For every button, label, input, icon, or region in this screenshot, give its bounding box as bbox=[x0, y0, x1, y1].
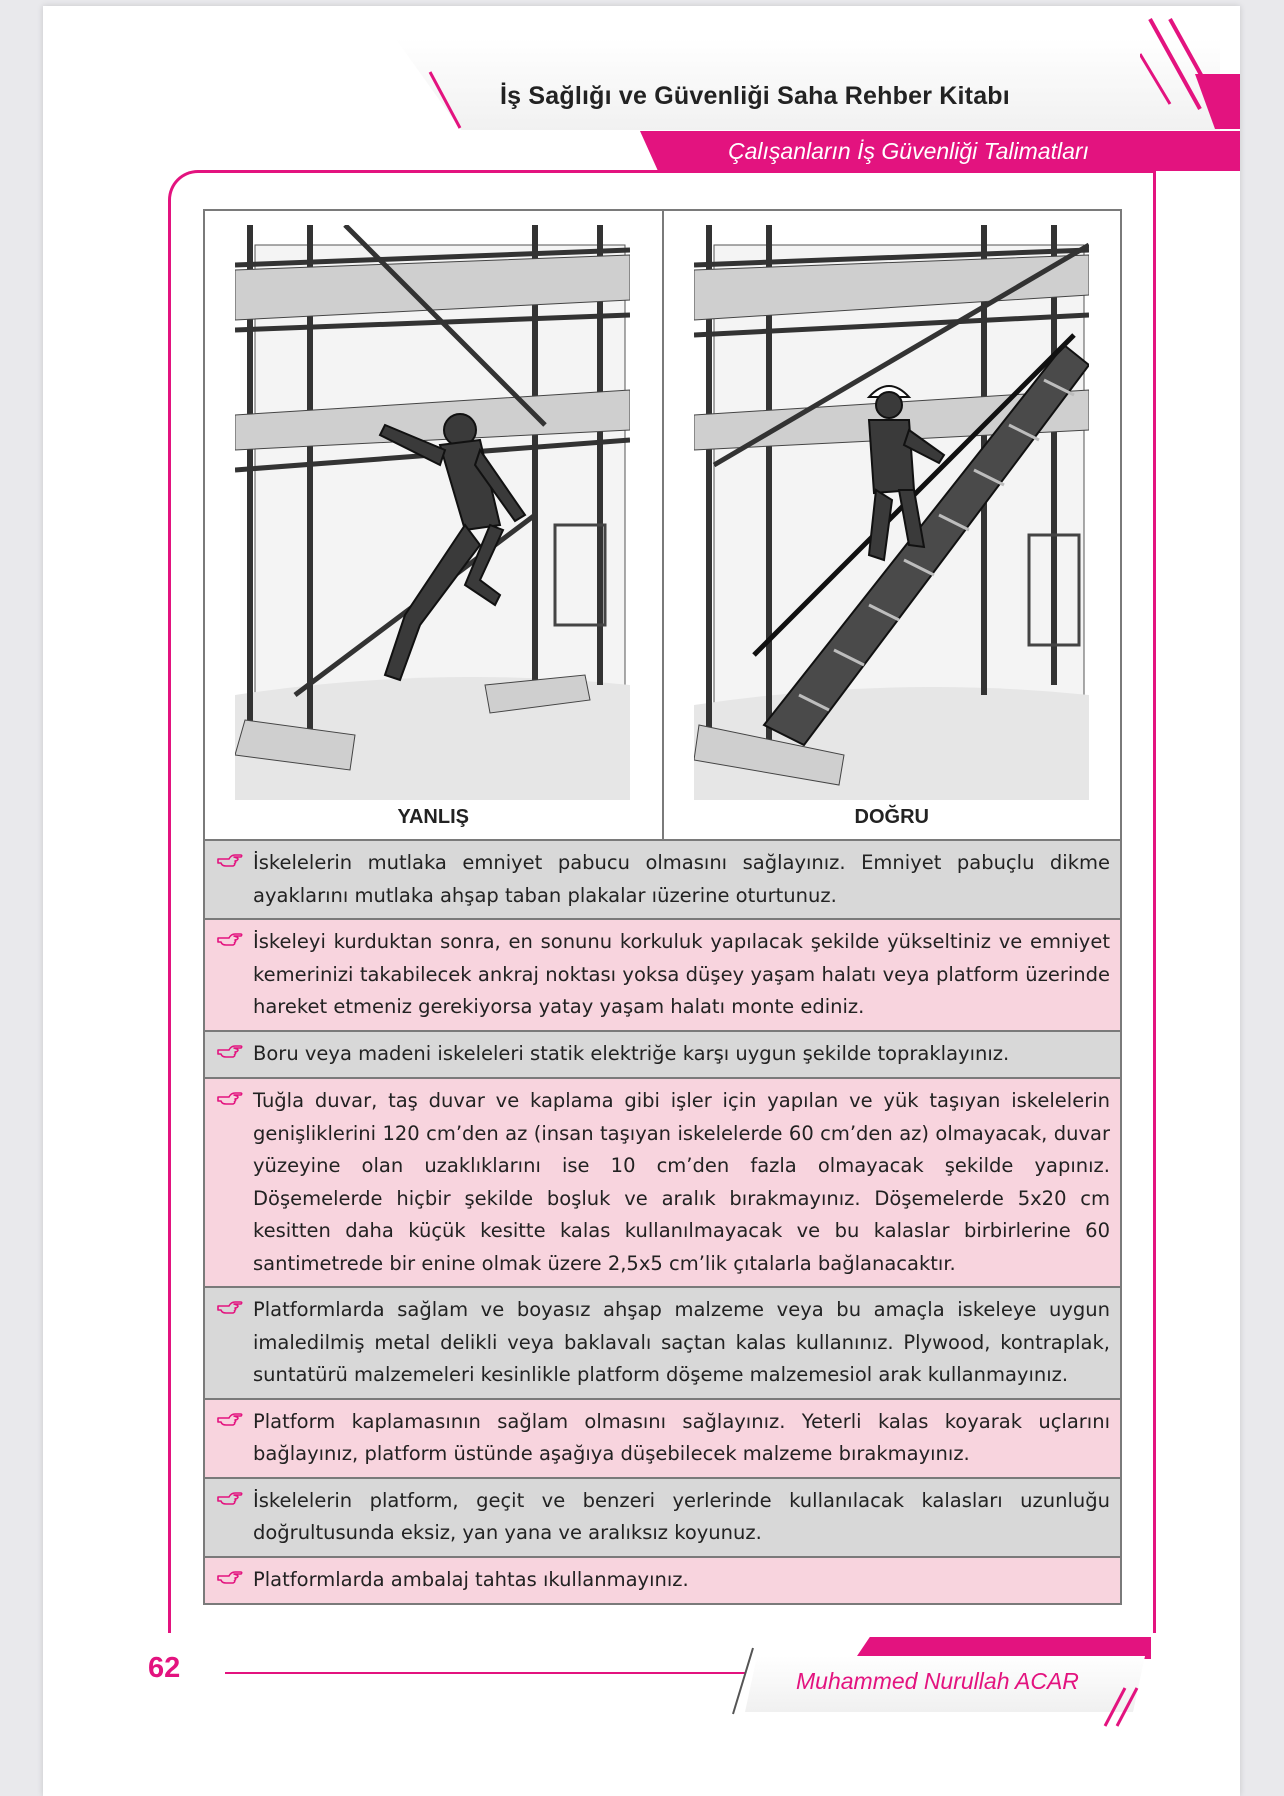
instruction-item bbox=[205, 1030, 1120, 1078]
instruction-list bbox=[205, 841, 1120, 1603]
instruction-text: Boru veya madeni iskeleleri statik elektriğe karşı uygun şekilde topraklayınız. bbox=[253, 1041, 1010, 1065]
author-name: Muhammed Nurullah ACAR bbox=[796, 1668, 1079, 1694]
wrong-scaffold-climbing-illustration bbox=[235, 225, 630, 800]
header-accent-line-icon bbox=[428, 70, 468, 130]
content-table bbox=[203, 209, 1122, 1605]
instruction-item bbox=[205, 841, 1120, 918]
page-number: 62 bbox=[148, 1652, 181, 1684]
instruction-item bbox=[205, 918, 1120, 1030]
pointing-hand-icon bbox=[217, 847, 253, 881]
instruction-item bbox=[205, 1286, 1120, 1398]
right-scaffold-stairs-illustration bbox=[694, 225, 1089, 800]
pointing-hand-icon bbox=[217, 1485, 253, 1519]
pointing-hand-icon bbox=[217, 1406, 253, 1440]
right-illustration-cell bbox=[662, 211, 1121, 839]
illustration-row bbox=[205, 211, 1120, 841]
wrong-caption: YANLIŞ bbox=[397, 806, 469, 828]
pointing-hand-icon bbox=[217, 1564, 253, 1598]
book-title: İş Sağlığı ve Güvenliği Saha Rehber Kitabı bbox=[500, 82, 1010, 110]
footer-pink-band bbox=[855, 1637, 1151, 1659]
pointing-hand-icon bbox=[217, 1294, 253, 1328]
instruction-text: Platform kaplamasının sağlam olmasını sağlayınız. Yeterli kalas koyarak uçlarını bağlayınız, platform üstünde aşağıya düşebilecek malzeme bırakmayınız. bbox=[253, 1409, 1110, 1465]
header-stripes-icon bbox=[1140, 14, 1240, 134]
instruction-text: İskelelerin mutlaka emniyet pabucu olmasını sağlayınız. Emniyet pabuçlu dikme ayaklarını mutlaka ahşap taban plakalar ıüzerine oturtunuz. bbox=[253, 851, 1110, 907]
pointing-hand-icon bbox=[217, 1085, 253, 1119]
instruction-text: Platformlarda sağlam ve boyasız ahşap malzeme veya bu amaçla iskeleye uygun imaledilmiş metal delikli veya baklavalı saçtan kalas kullanınız. Plywood, kontraplak, suntatürü malzemeleri kesinlikle platform döşeme malzemesiol arak kullanmayınız. bbox=[253, 1298, 1110, 1386]
footer-stripes-icon bbox=[1085, 1668, 1155, 1728]
instruction-item bbox=[205, 1398, 1120, 1477]
footer-accent-line-icon bbox=[728, 1646, 758, 1716]
pointing-hand-icon bbox=[217, 1038, 253, 1072]
right-caption: DOĞRU bbox=[854, 806, 929, 828]
instruction-text: Tuğla duvar, taş duvar ve kaplama gibi işler için yapılan ve yük taşıyan iskelelerin genişliklerini 120 cm’den az (insan taşıyan iskelelerde 60 cm’den az) olmayacak, duvar yüzeyine olan uzaklıklarını ise 10 cm’den fazla olmayacak şekilde yapınız. Döşemelerde hiçbir şekilde boşluk ve aralık bırakmayınız. Döşemelerde 5x20 cm kesitten daha küçük kesitte kalas kullanılmayacak ve bu kalaslar birbirlerine 60 santimetrede bir enine olmak üzere 2,5x5 cm’lik çıtalarla bağlanacaktır. bbox=[253, 1089, 1110, 1275]
instruction-item bbox=[205, 1556, 1120, 1604]
footer-line bbox=[225, 1672, 745, 1674]
instruction-text: Platformlarda ambalaj tahtas ıkullanmayınız. bbox=[253, 1567, 689, 1591]
instruction-item bbox=[205, 1077, 1120, 1286]
instruction-text: İskeleyi kurduktan sonra, en sonunu korkuluk yapılacak şekilde yükseltiniz ve emniyet kemerinizi takabilecek ankraj noktası yoksa düşey yaşam halatı veya platform üzerinde hareket etmeniz gerekiyorsa yatay yaşam halatı monte ediniz. bbox=[253, 930, 1110, 1018]
section-subtitle: Çalışanların İş Güvenliği Talimatları bbox=[728, 138, 1089, 164]
wrong-illustration-cell bbox=[205, 211, 662, 839]
instruction-item bbox=[205, 1477, 1120, 1556]
instruction-text: İskelelerin platform, geçit ve benzeri yerlerinde kullanılacak kalasları uzunluğu doğrultusunda eksiz, yan yana ve aralıksız koyunuz. bbox=[253, 1488, 1110, 1544]
pointing-hand-icon bbox=[217, 926, 253, 960]
